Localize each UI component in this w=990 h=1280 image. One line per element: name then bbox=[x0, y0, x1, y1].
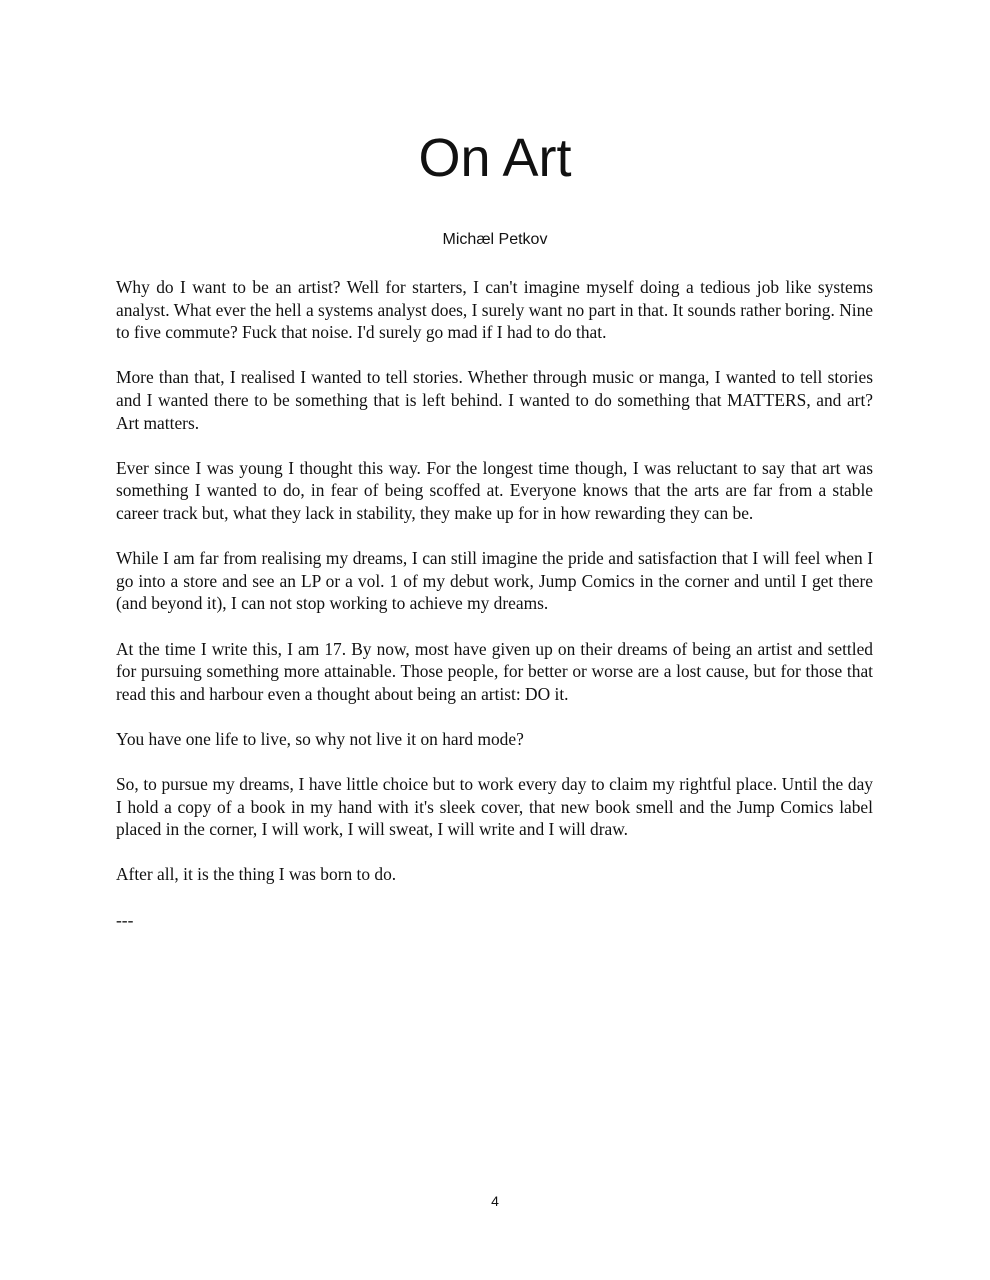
paragraph: So, to pursue my dreams, I have little choice but to work every day to claim my rightful place. Until the day I hold a copy of a book in my hand with it's sleek cover, that new book smell and the Jump Comics label placed in the corner, I will work, I will sweat, I will write and I will draw. bbox=[116, 774, 873, 840]
paragraph: After all, it is the thing I was born to do. bbox=[116, 864, 397, 885]
page-title: On Art bbox=[418, 128, 572, 188]
paragraph: More than that, I realised I wanted to tell stories. Whether through music or manga, I wanted to tell stories and I wanted there to be something that is left behind. I wanted to do something that MATTERS, and art? Art matters. bbox=[116, 367, 873, 433]
paragraph: You have one life to live, so why not live it on hard mode? bbox=[116, 728, 524, 749]
section-divider: --- bbox=[116, 909, 134, 930]
paragraph: Ever since I was young I thought this way. For the longest time though, I was reluctant to say that art was something I wanted to do, in fear of being scoffed at. Everyone knows that the arts are far from a stable career track but, what they lack in stability, they make up for in how rewarding they can be. bbox=[116, 457, 873, 523]
essay-body bbox=[116, 276, 873, 954]
author-name: Michæl Petkov bbox=[442, 231, 548, 248]
page-number: 4 bbox=[491, 1193, 499, 1209]
paragraph: Why do I want to be an artist? Well for starters, I can't imagine myself doing a tedious job like systems analyst. What ever the hell a systems analyst does, I surely want no part in that. It sounds rather boring. Nine to five commute? Fuck that noise. I'd surely go mad if I had to do that. bbox=[116, 277, 873, 343]
paragraph: At the time I write this, I am 17. By now, most have given up on their dreams of being an artist and settled for pursuing something more attainable. Those people, for better or worse are a lost cause, but for those that read this and harbour even a thought about being an artist: DO it. bbox=[116, 638, 873, 704]
paragraph: While I am far from realising my dreams, I can still imagine the pride and satisfaction that I will feel when I go into a store and see an LP or a vol. 1 of my debut work, Jump Comics in the corner and until I get there (and beyond it), I can not stop working to achieve my dreams. bbox=[116, 548, 873, 614]
